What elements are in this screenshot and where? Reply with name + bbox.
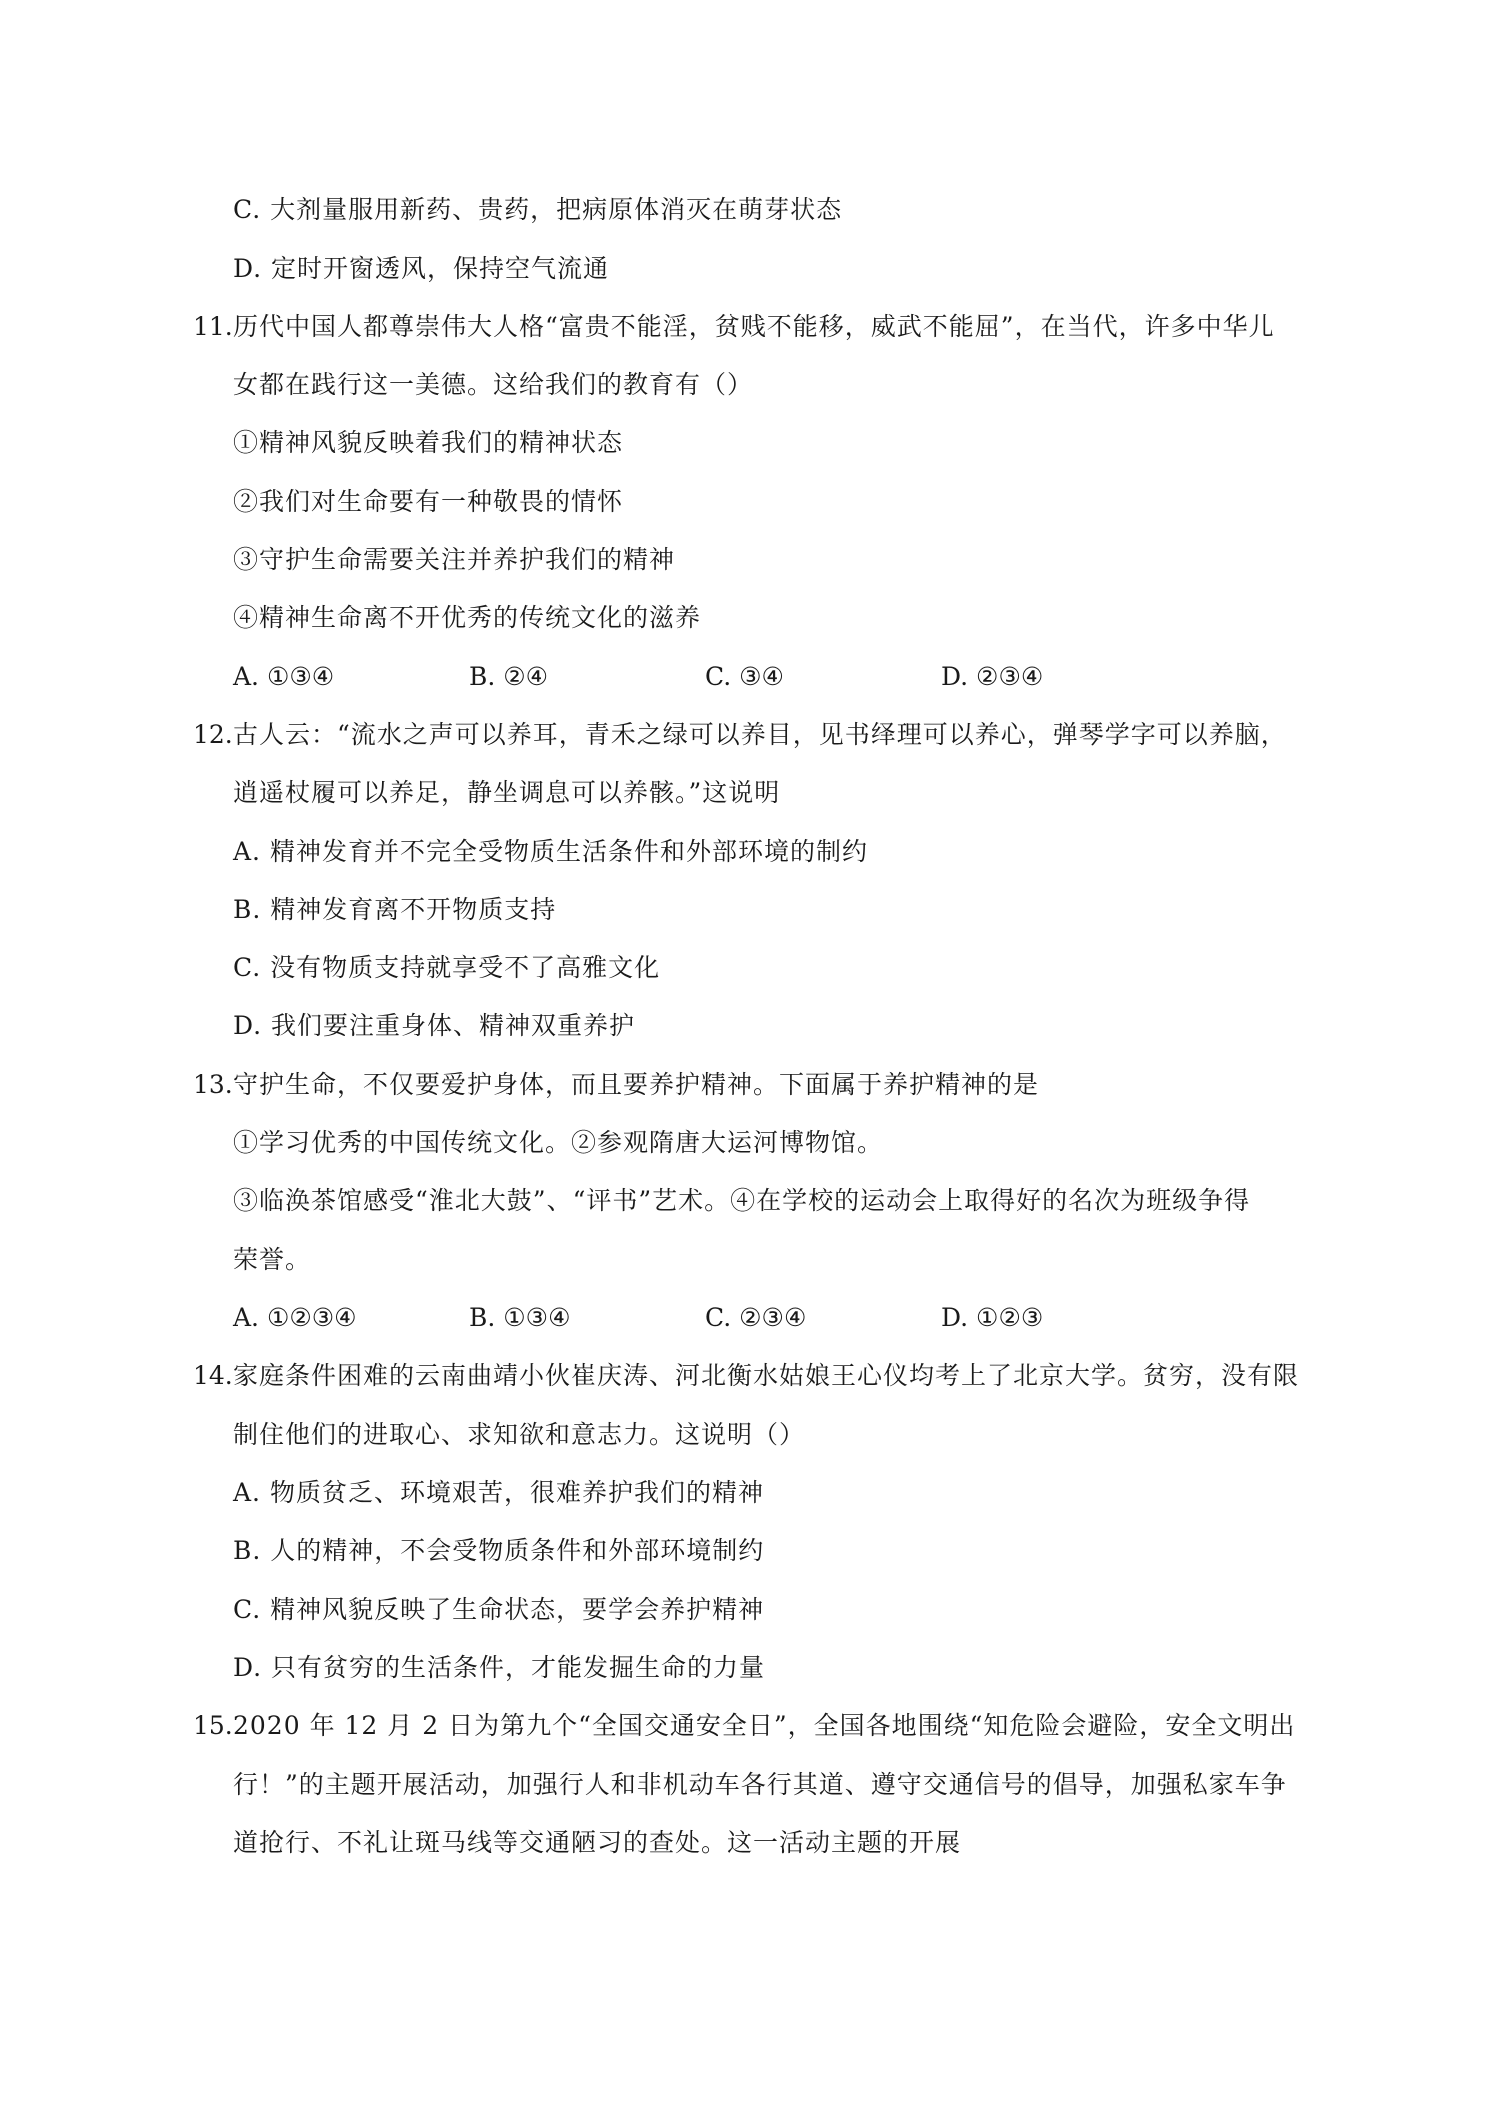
q11-statement-3: ③守护生命需要关注并养护我们的精神 [233, 545, 676, 574]
q12-option-d: D. 我们要注重身体、精神双重养护 [233, 1011, 636, 1040]
q11-option-c: C. ③④ [705, 662, 784, 691]
q10-option-c: C. 大剂量服用新药、贵药，把病原体消灭在萌芽状态 [233, 195, 843, 224]
q11-option-a: A. ①③④ [233, 662, 335, 691]
q11-option-d: D. ②③④ [941, 662, 1044, 691]
q11-number: 11. [193, 312, 233, 341]
q12-stem-line2: 逍遥杖履可以养足，静坐调息可以养骸。”这说明 [233, 778, 781, 807]
q14-option-c: C. 精神风貌反映了生命状态，要学会养护精神 [233, 1595, 765, 1624]
q11-stem-line1: 历代中国人都尊崇伟大人格“富贵不能淫，贫贱不能移，威武不能屈”，在当代，许多中华儿 [233, 312, 1275, 341]
q13-option-a: A. ①②③④ [233, 1303, 357, 1332]
q13-stem-line2: ①学习优秀的中国传统文化。②参观隋唐大运河博物馆。 [233, 1128, 884, 1157]
q12-option-b: B. 精神发育离不开物质支持 [233, 895, 557, 924]
q14-option-d: D. 只有贫穷的生活条件，才能发掘生命的力量 [233, 1653, 766, 1682]
q13-option-b: B. ①③④ [469, 1303, 571, 1332]
q10-option-d: D. 定时开窗透风，保持空气流通 [233, 254, 610, 283]
q13-stem-line4: 荣誉。 [233, 1245, 312, 1274]
q13-stem-line3: ③临涣茶馆感受“淮北大鼓”、“评书”艺术。④在学校的运动会上取得好的名次为班级争得 [233, 1186, 1251, 1215]
q11-statement-1: ①精神风貌反映着我们的精神状态 [233, 428, 624, 457]
q14-stem-line2: 制住他们的进取心、求知欲和意志力。这说明（） [233, 1420, 806, 1449]
q12-option-a: A. 精神发育并不完全受物质生活条件和外部环境的制约 [233, 837, 868, 866]
q13-number: 13. [193, 1070, 233, 1099]
q11-option-b: B. ②④ [469, 662, 549, 691]
q13-stem-line1: 守护生命，不仅要爱护身体，而且要养护精神。下面属于养护精神的是 [233, 1070, 1040, 1099]
q15-number: 15. [193, 1711, 233, 1740]
q15-stem-line2: 行！”的主题开展活动，加强行人和非机动车各行其道、遵守交通信号的倡导，加强私家车争 [233, 1770, 1287, 1799]
q14-option-a: A. 物质贫乏、环境艰苦，很难养护我们的精神 [233, 1478, 764, 1507]
q14-number: 14. [193, 1361, 233, 1390]
q14-option-b: B. 人的精神，不会受物质条件和外部环境制约 [233, 1536, 765, 1565]
q12-number: 12. [193, 720, 233, 749]
q12-stem-line1: 古人云：“流水之声可以养耳，青禾之绿可以养目，见书绎理可以养心，弹琴学字可以养脑， [233, 720, 1287, 749]
q15-stem-line3: 道抢行、不礼让斑马线等交通陋习的查处。这一活动主题的开展 [233, 1828, 962, 1857]
q14-stem-line1: 家庭条件困难的云南曲靖小伙崔庆涛、河北衡水姑娘王心仪均考上了北京大学。贫穷，没有限 [233, 1361, 1300, 1390]
q11-statement-4: ④精神生命离不开优秀的传统文化的滋养 [233, 603, 702, 632]
q11-statement-2: ②我们对生命要有一种敬畏的情怀 [233, 487, 624, 516]
q12-option-c: C. 没有物质支持就享受不了高雅文化 [233, 953, 661, 982]
q11-stem-line2: 女都在践行这一美德。这给我们的教育有（） [233, 370, 754, 399]
q13-option-d: D. ①②③ [941, 1303, 1044, 1332]
q15-stem-line1: 2020 年 12 月 2 日为第九个“全国交通安全日”，全国各地围绕“知危险会避险，安全文明出 [233, 1711, 1296, 1740]
q13-option-c: C. ②③④ [705, 1303, 807, 1332]
